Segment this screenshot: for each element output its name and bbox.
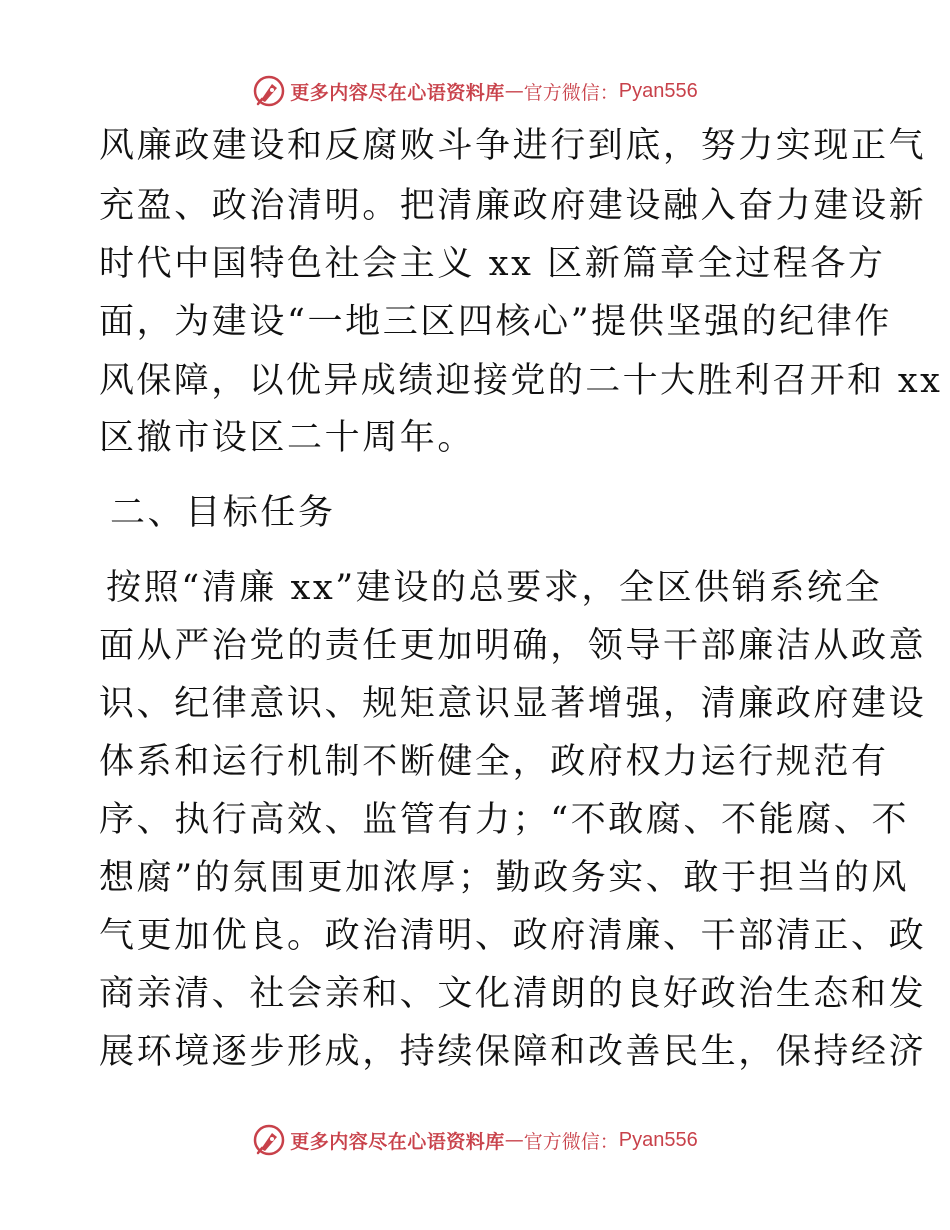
paragraph-line: 面，为建设“一地三区四核心”提供坚强的纪律作 <box>99 302 892 342</box>
section-heading: 二、目标任务 <box>110 493 336 533</box>
watermark-main-text: 更多内容尽在心语资料库 <box>290 1130 505 1153</box>
watermark-separator: — <box>504 80 524 102</box>
paragraph-line: 区撤市设区二十周年。 <box>99 418 476 458</box>
paragraph-line: 识、纪律意识、规矩意识显著增强，清廉政府建设 <box>99 684 927 724</box>
footer-watermark <box>0 1120 950 1160</box>
paragraph-line: 充盈、政治清明。把清廉政府建设融入奋力建设新 <box>99 186 927 226</box>
paragraph-line: 按照“清廉 xx”建设的总要求，全区供销系统全 <box>106 568 883 608</box>
watermark-main-text: 更多内容尽在心语资料库 <box>290 81 505 104</box>
paragraph-line: 序、执行高效、监管有力；“不敢腐、不能腐、不 <box>99 800 910 840</box>
paragraph-line: 想腐”的氛围更加浓厚；勤政务实、敢于担当的风 <box>99 858 910 898</box>
pen-nib-logo-icon <box>252 1123 286 1157</box>
paragraph-line: 体系和运行机制不断健全，政府权力运行规范有 <box>99 742 889 782</box>
watermark-wechat-id: Pyan556 <box>618 1128 698 1151</box>
paragraph-line: 时代中国特色社会主义 xx 区新篇章全过程各方 <box>99 244 886 284</box>
watermark-wechat-label: 官方微信： <box>523 81 619 104</box>
watermark-wechat-id: Pyan556 <box>618 79 698 102</box>
pen-nib-logo-icon <box>252 74 286 108</box>
paragraph-line: 商亲清、社会亲和、文化清朗的良好政治生态和发 <box>99 974 927 1014</box>
paragraph-line: 气更加优良。政治清明、政府清廉、干部清正、政 <box>99 916 927 956</box>
watermark-separator: — <box>504 1129 524 1151</box>
paragraph-line: 风保障，以优异成绩迎接党的二十大胜利召开和 xx <box>99 361 943 401</box>
paragraph-line: 展环境逐步形成，持续保障和改善民生，保持经济 <box>99 1032 927 1072</box>
header-watermark <box>0 71 950 111</box>
paragraph-line: 面从严治党的责任更加明确，领导干部廉洁从政意 <box>99 626 927 666</box>
paragraph-line: 风廉政建设和反腐败斗争进行到底，努力实现正气 <box>99 126 927 166</box>
watermark-wechat-label: 官方微信： <box>523 1130 619 1153</box>
